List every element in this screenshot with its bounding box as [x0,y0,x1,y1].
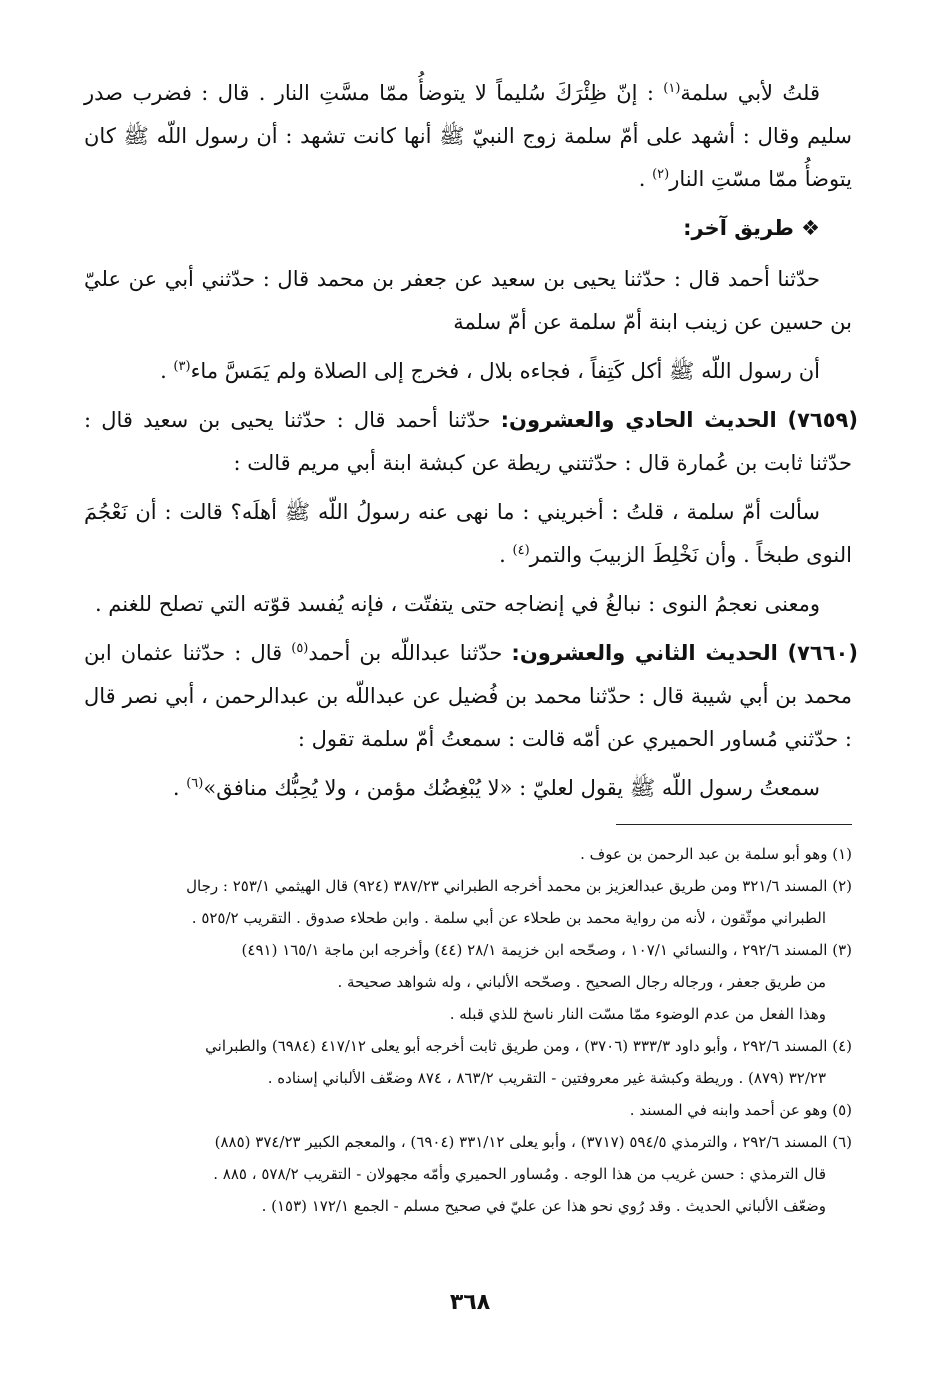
footnote-6-cont: وضعّف الألباني الحديث . وقد رُوي نحو هذا عن عليّ في صحيح مسلم - الجمع ١٧٢/١ (١٥٣) . [261,1197,826,1215]
paragraph-text: . [638,167,653,191]
paragraph-text: سمعتُ رسول اللّه ﷺ يقول لعليّ : «لا يُبْغِضُك مؤمن ، ولا يُحِبُّك منافق» [203,776,820,800]
footnote-2: (٢) المسند ٣٢١/٦ ومن طريق عبدالعزيز بن محمد أخرجه الطبراني ٣٨٧/٢٣ (٩٢٤) قال الهيثمي ٢٥٣/١ : رجال [186,877,852,895]
footnote-4-cont: ٣٢/٢٣ (٨٧٩) . وريطة وكبشة غير معروفتين - التقريب ٨٦٣/٢ ، ٨٧٤ وضعّف الألباني إسناده . [267,1069,826,1087]
footnote-ref-2[interactable]: (٢) [652,167,670,182]
paragraph-1 [84,72,852,201]
main-text [84,72,858,810]
paragraph-5: ومعنى نعجمُ النوى : نبالغُ في إنضاجه حتى يتفتّت ، فإنه يُفسد قوّته التي تصلح للغنم . [94,592,820,616]
paragraph-text: قلتُ لأبي سلمة [680,81,820,105]
paragraph-text: : إنّ ظِئْرَكَ سُليماً لا يتوضأُ ممّا مسَّتِ النار . قال : فضرب صدر سليم وقال : أشهد على أمّ سلمة زوج النبيّ ﷺ أنها كانت تشهد : أن رسول اللّه ﷺ كان يتوضأُ ممّا مسّتِ النار [84,81,852,191]
hadith-text: قال : حدّثنا عثمان ابن محمد بن أبي شيبة قال : حدّثنا محمد بن فُضيل عن عبداللّه بن عبدالرحمن ، أبي نصر قال : حدّثني مُساور الحميري عن أمّه قالت : سمعتُ أمّ سلمة تقول : [84,641,852,751]
footnote-ref-6[interactable]: (٦) [186,776,204,791]
hadith-title: الحديث الحادي والعشرون: [500,408,788,432]
paragraph-text: . [160,359,174,383]
paragraph-text: . [499,543,513,567]
paragraph-6 [84,767,852,810]
footnote-6-cont: قال الترمذي : حسن غريب من هذا الوجه . ومُساور الحميري وأمّه مجهولان - التقريب ٥٧٨/٢ ، ٨٨٥ . [213,1165,826,1183]
footnote-2-cont: الطبراني موثّقون ، لأنه من رواية محمد بن طحلاء عن أبي سلمة . وابن طحلاء صدوق . التقريب ٥٢٥/٢ . [191,909,826,927]
hadith-text: حدّثنا عبداللّه بن أحمد [308,641,512,665]
paragraph-text: . [172,776,187,800]
book-page [84,72,858,1223]
hadith-number: (٧٦٦٠) [787,641,858,665]
footnote-ref-1[interactable]: (١) [663,81,681,96]
paragraph-text: سألت أمّ سلمة ، قلتُ : أخبريني : ما نهى عنه رسولُ اللّه ﷺ أهلَه؟ قالت : أن نَعْجُمَ النوى طبخاً . وأن نَخْلِطَ الزبيبَ والتمر [84,500,852,567]
paragraph-4 [84,491,852,577]
footnote-ref-3[interactable]: (٣) [173,359,191,374]
footnote-divider [616,824,852,825]
footnote-ref-5[interactable]: (٥) [291,641,309,656]
footnote-6: (٦) المسند ٢٩٢/٦ ، والترمذي ٥٩٤/٥ (٣٧١٧) ، وأبو يعلى ٣٣١/١٢ (٦٩٠٤) ، والمعجم الكبير ٣٧٤/٢٣ (٨٨٥) [214,1133,852,1151]
footnote-5: (٥) وهو عن أحمد وابنه في المسند . [629,1101,852,1119]
footnote-ref-4[interactable]: (٤) [512,543,530,558]
section-heading-tariq: ❖ طريق آخر: [683,216,820,240]
hadith-text: حدّثنا أحمد قال : حدّثنا يحيى بن سعيد قال : حدّثنا ثابت بن عُمارة قال : حدّثتني ريطة عن كبشة ابنة أبي مريم قالت : [84,408,852,475]
footnotes [84,839,852,1221]
hadith-21 [84,399,858,485]
footnote-1: (١) وهو أبو سلمة بن عبد الرحمن بن عوف . [580,845,852,863]
paragraph-3 [84,350,852,393]
paragraph-2: حدّثنا أحمد قال : حدّثنا يحيى بن سعيد عن جعفر بن محمد قال : حدّثني أبي عن عليّ بن حسين عن زينب ابنة أمّ سلمة عن أمّ سلمة [84,267,852,334]
footnote-3-cont: من طريق جعفر ، ورجاله رجال الصحيح . وصحّحه الألباني ، وله شواهد صحيحة . [337,973,826,991]
footnote-3-cont: وهذا الفعل من عدم الوضوء ممّا مسّت النار ناسخ للذي قبله . [449,1005,826,1023]
footnote-4: (٤) المسند ٢٩٢/٦ ، وأبو داود ٣٣٣/٣ (٣٧٠٦) ، ومن طريق ثابت أخرجه أبو يعلى ٤١٧/١٢ (٦٩٨٤) والطبراني [205,1037,852,1055]
page-number: ٣٦٨ [449,1290,491,1315]
paragraph-text: أن رسول اللّه ﷺ أكل كَتِفاً ، فجاءه بلال ، فخرج إلى الصلاة ولم يَمَسَّ ماء [190,359,820,383]
hadith-title: الحديث الثاني والعشرون: [511,641,788,665]
hadith-22 [84,632,858,761]
footnote-3: (٣) المسند ٢٩٢/٦ ، والنسائي ١٠٧/١ ، وصحّحه ابن خزيمة ٢٨/١ (٤٤) وأخرجه ابن ماجة ١٦٥/١ (٤٩١) [241,941,852,959]
hadith-number: (٧٦٥٩) [787,408,858,432]
